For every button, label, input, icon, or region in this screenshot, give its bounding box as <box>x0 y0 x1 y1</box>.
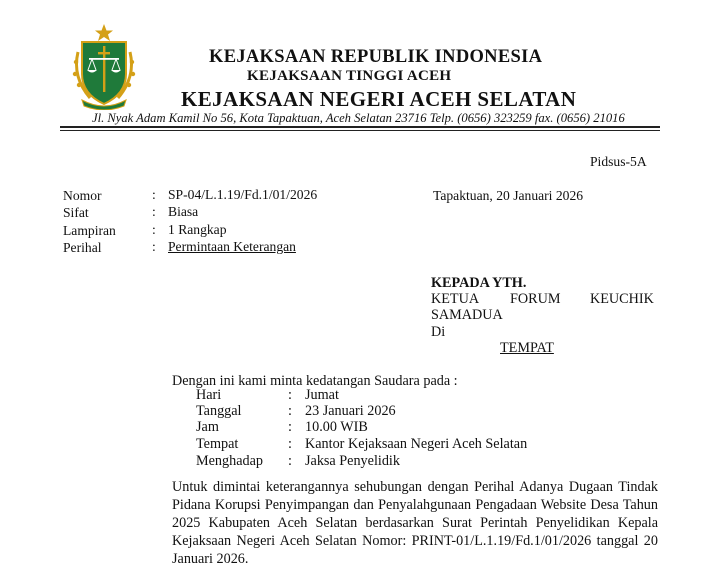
detail-label-jam: Jam <box>196 419 219 435</box>
letterhead-address: Jl. Nyak Adam Kamil No 56, Kota Tapaktuan, Aceh Selatan 23716 Telp. (0656) 323259 fax. (0656) 21016 <box>92 111 625 125</box>
form-code: Pidsus-5A <box>590 154 647 169</box>
letterhead-line-2: KEJAKSAAN TINGGI ACEH <box>247 68 452 84</box>
letterhead-rule-thin <box>60 130 660 131</box>
recipient-di: Di <box>431 324 446 340</box>
detail-value-hari: Jumat <box>305 387 339 403</box>
detail-label-hari: Hari <box>196 387 222 403</box>
body-intro: Dengan ini kami minta kedatangan Saudara pada : <box>172 373 458 389</box>
meta-colon: : <box>152 187 156 202</box>
detail-label-tanggal: Tanggal <box>196 403 242 419</box>
place-date: Tapaktuan, 20 Januari 2026 <box>433 188 584 203</box>
detail-colon: : <box>288 453 292 469</box>
meta-colon: : <box>152 222 156 237</box>
recipient-word-keuchik: KEUCHIK <box>590 291 654 307</box>
detail-value-menghadap: Jaksa Penyelidik <box>305 453 400 469</box>
letterhead-line-1: KEJAKSAAN REPUBLIK INDONESIA <box>209 47 543 67</box>
letterhead-rule-thick <box>60 126 660 128</box>
detail-colon: : <box>288 403 292 419</box>
recipient-line-2: SAMADUA <box>431 307 503 323</box>
meta-colon: : <box>152 204 156 219</box>
detail-colon: : <box>288 436 292 452</box>
meta-label-perihal: Perihal <box>63 240 102 255</box>
meta-value-perihal: Permintaan Keterangan <box>168 239 296 254</box>
detail-label-menghadap: Menghadap <box>196 453 263 469</box>
kejaksaan-emblem-logo <box>68 22 140 110</box>
detail-colon: : <box>288 419 292 435</box>
body-paragraph: Untuk dimintai keterangannya sehubungan dengan Perihal Adanya Dugaan Tindak Pidana Korupsi Penyimpangan dan Penyalahgunaan Pengadaan Website Desa Tahun 2025 Kabupaten Aceh Selatan berdasarkan Surat Perintah Penyelidikan Kepala Kejaksaan Negeri Aceh Selatan Nomor: PRINT-01/L.1.19/Fd.1/01/2026 tanggal 20 Januari 2026. <box>172 479 658 567</box>
letterhead-line-3: KEJAKSAAN NEGERI ACEH SELATAN <box>181 87 577 111</box>
meta-value-sifat: Biasa <box>168 204 199 219</box>
meta-value-lampiran: 1 Rangkap <box>168 222 227 237</box>
detail-label-tempat: Tempat <box>196 436 239 452</box>
recipient-word-forum: FORUM <box>510 291 561 307</box>
detail-value-tempat: Kantor Kejaksaan Negeri Aceh Selatan <box>305 436 528 452</box>
meta-label-sifat: Sifat <box>63 205 89 220</box>
detail-colon: : <box>288 387 292 403</box>
detail-value-jam: 10.00 WIB <box>305 419 368 435</box>
meta-label-nomor: Nomor <box>63 188 102 203</box>
meta-colon: : <box>152 239 156 254</box>
recipient-word-ketua: KETUA <box>431 291 480 307</box>
meta-value-nomor: SP-04/L.1.19/Fd.1/01/2026 <box>168 187 318 202</box>
detail-value-tanggal: 23 Januari 2026 <box>305 403 396 419</box>
recipient-heading: KEPADA YTH. <box>431 275 527 291</box>
meta-label-lampiran: Lampiran <box>63 223 116 238</box>
recipient-tempat: TEMPAT <box>500 340 554 356</box>
